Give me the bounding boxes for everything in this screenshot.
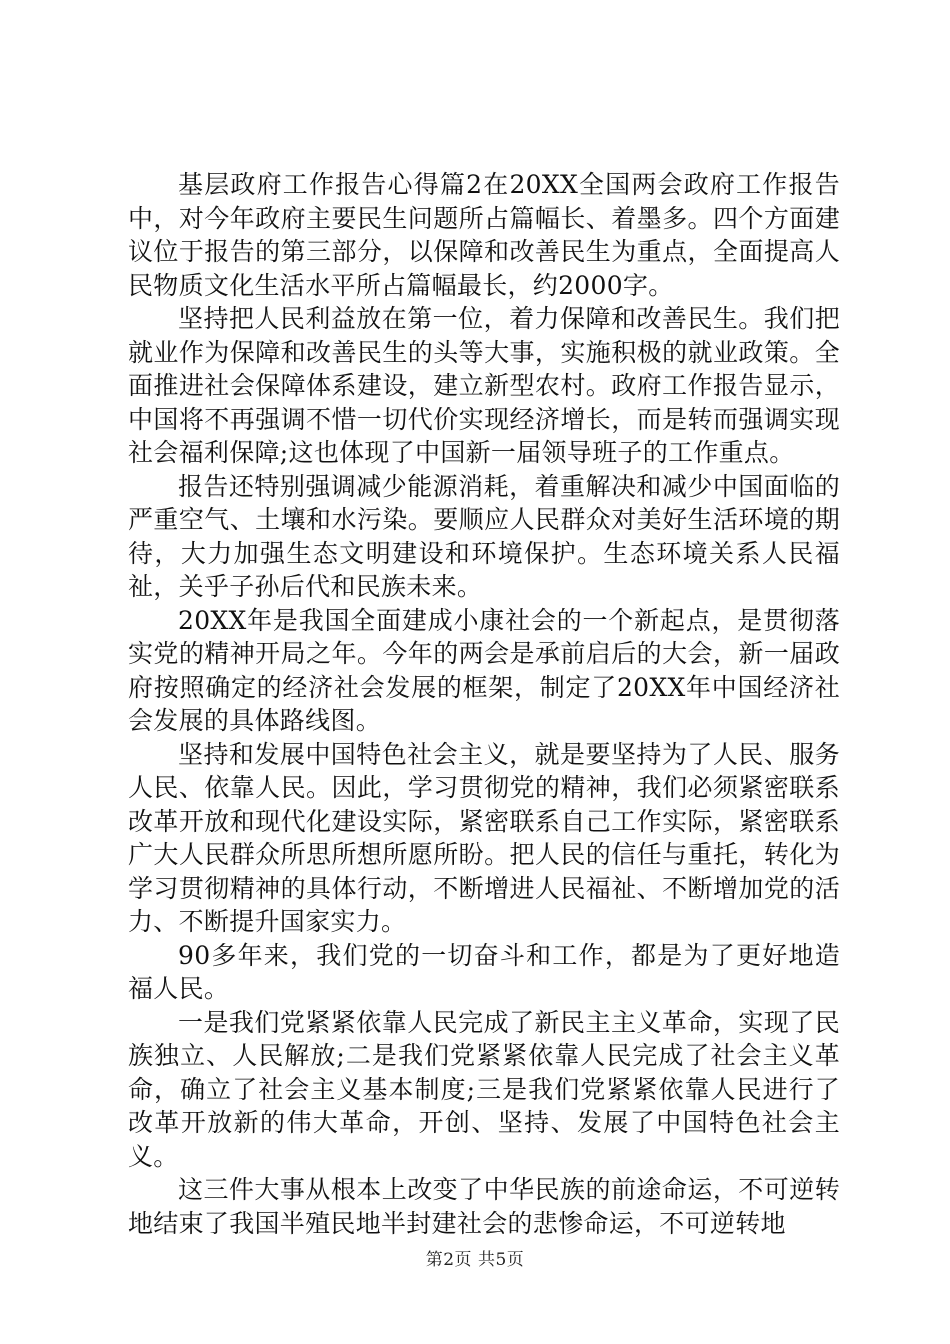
paragraph: 基层政府工作报告心得篇2在20XX全国两会政府工作报告中，对今年政府主要民生问题所占篇幅长、着墨多。四个方面建议位于报告的第三部分，以保障和改善民生为重点，全面提高人民物质文化生活水平所占篇幅最长，约2000字。	[128, 170, 840, 300]
paragraph: 这三件大事从根本上改变了中华民族的前途命运，不可逆转地结束了我国半殖民地半封建社会的悲惨命运，不可逆转地	[128, 1175, 840, 1238]
document-body	[128, 168, 840, 1240]
page-number-footer: 第2页 共5页	[425, 1250, 525, 1270]
paragraph: 报告还特别强调减少能源消耗，着重解决和减少中国面临的严重空气、土壤和水污染。要顺应人民群众对美好生活环境的期待，大力加强生态文明建设和环境保护。生态环境关系人民福祉，关乎子孙后代和民族未来。	[128, 471, 840, 601]
paragraph: 一是我们党紧紧依靠人民完成了新民主主义革命，实现了民族独立、人民解放;二是我们党紧紧依靠人民完成了社会主义革命，确立了社会主义基本制度;三是我们党紧紧依靠人民进行了改革开放新的伟大革命，开创、坚持、发展了中国特色社会主义。	[128, 1007, 840, 1171]
paragraph: 20XX年是我国全面建成小康社会的一个新起点，是贯彻落实党的精神开局之年。今年的两会是承前启后的大会，新一届政府按照确定的经济社会发展的框架，制定了20XX年中国经济社会发展的具体路线图。	[128, 605, 840, 735]
paragraph: 坚持和发展中国特色社会主义，就是要坚持为了人民、服务人民、依靠人民。因此，学习贯彻党的精神，我们必须紧密联系改革开放和现代化建设实际，紧密联系自己工作实际，紧密联系广大人民群众所思所想所愿所盼。把人民的信任与重托，转化为学习贯彻精神的具体行动，不断增进人民福祉、不断增加党的活力、不断提升国家实力。	[128, 739, 840, 936]
paragraph: 90多年来，我们党的一切奋斗和工作，都是为了更好地造福人民。	[128, 940, 840, 1003]
paragraph: 坚持把人民利益放在第一位，着力保障和改善民生。我们把就业作为保障和改善民生的头等大事，实施积极的就业政策。全面推进社会保障体系建设，建立新型农村。政府工作报告显示，中国将不再强调不惜一切代价实现经济增长，而是转而强调实现社会福利保障;这也体现了中国新一届领导班子的工作重点。	[128, 304, 840, 467]
